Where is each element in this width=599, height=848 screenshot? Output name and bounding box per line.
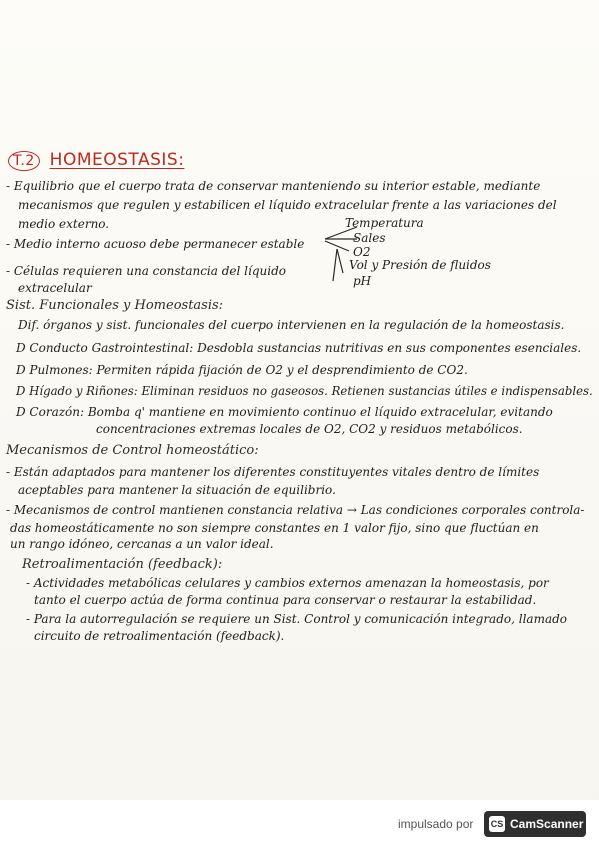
page-title (8, 150, 184, 171)
organ-item-cont: concentraciones extremas locales de O2, CO2 y residuos metabólicos. (96, 422, 523, 436)
body-line: - Están adaptados para mantener los diferentes constituyentes vitales dentro de límites (6, 465, 540, 479)
title-text: HOMEOSTASIS: (49, 150, 185, 170)
body-line: un rango idóneo, cercanas a un valor ideal. (10, 537, 274, 551)
section-heading: Mecanismos de Control homeostático: (6, 443, 259, 458)
intro-line: - Células requieren una constancia del líquido (6, 264, 287, 278)
organ-item: D Corazón: Bomba q' mantiene en movimiento continuo el líquido extracelular, evitando (16, 405, 553, 419)
organ-item: D Pulmones: Permiten rápida fijación de O2 y el desprendimiento de CO2. (16, 363, 468, 377)
topic-number: T.2 (8, 151, 40, 171)
section-heading: Sist. Funcionales y Homeostasis: (6, 298, 224, 313)
list-item: pH (353, 274, 372, 288)
body-line: aceptables para mantener la situación de equilibrio. (18, 483, 336, 497)
organ-item: D Conducto Gastrointestinal: Desdobla sustancias nutritivas en sus componentes esenciales. (16, 341, 582, 355)
body-line: - Mecanismos de control mantienen constancia relativa → Las condiciones corporales controla- (6, 503, 585, 517)
brand-name: CamScanner (510, 817, 584, 831)
scanner-footer (0, 800, 599, 848)
body-line: tanto el cuerpo actúa de forma continua para conservar o restaurar la estabilidad. (34, 593, 537, 607)
body-line: Dif. órganos y sist. funcionales del cuerpo intervienen en la regulación de la homeostasis. (18, 318, 565, 332)
organ-item: D Hígado y Riñones: Eliminan residuos no gaseosos. Retienen sustancias útiles e indispensables. (16, 384, 593, 398)
body-line: das homeostáticamente no son siempre constantes en 1 valor fijo, sino que fluctúan en (10, 521, 539, 535)
intro-line: - Equilibrio que el cuerpo trata de conservar manteniendo su interior estable, mediante (6, 179, 541, 193)
camscanner-logo-icon: CS (489, 816, 505, 832)
list-item: Sales (353, 231, 386, 245)
body-line: - Actividades metabólicas celulares y cambios externos amenazan la homeostasis, por (26, 576, 549, 590)
intro-line: mecanismos que regulen y estabilicen el líquido extracelular frente a las variaciones del (18, 198, 557, 212)
body-line: circuito de retroalimentación (feedback). (34, 629, 285, 643)
camscanner-badge (484, 811, 586, 837)
intro-line: - Medio interno acuoso debe permanecer estable (6, 237, 305, 251)
list-item: O2 (353, 245, 371, 259)
intro-line: medio externo. (18, 217, 110, 231)
intro-line: extracelular (18, 281, 92, 295)
list-item: Vol y Presión de fluidos (349, 258, 491, 272)
section-heading: Retroalimentación (feedback): (22, 557, 223, 572)
list-item: Temperatura (345, 216, 424, 230)
body-line: - Para la autorregulación se requiere un Sist. Control y comunicación integrado, llamado (26, 612, 568, 626)
footer-label: impulsado por (398, 817, 474, 831)
